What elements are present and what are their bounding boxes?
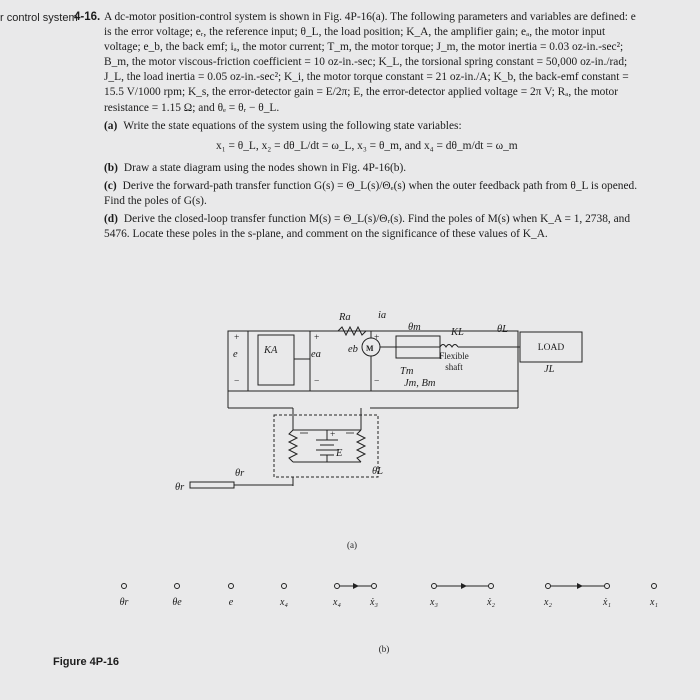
label-flexible: Flexible <box>439 351 469 361</box>
part-a-label: (a) <box>104 119 118 132</box>
label-jl: JL <box>544 364 555 375</box>
node-x3-dot: ẋ₃ <box>370 597 378 608</box>
part-d-text: Derive the closed-loop transfer function M(s) = Θ_L(s)/Θᵣ(s). Find the poles of M(s) when K_A = 1, 2738, and 5476. Locate these poles in the s-plane, and comment on the significance of these values of K_A. <box>104 213 631 241</box>
label-theta-l-pot: θL <box>372 466 383 477</box>
part-c <box>104 179 642 209</box>
problem-number: 4-16. <box>74 11 101 23</box>
part-b-label: (b) <box>104 161 118 174</box>
part-c-label: (c) <box>104 179 117 192</box>
node-x1: x₁ <box>650 597 658 608</box>
problem-text <box>104 10 642 242</box>
label-shaft: shaft <box>445 362 463 372</box>
label-jm-bm: Jm, Bm <box>404 378 436 389</box>
label-battery-e: E <box>336 448 343 459</box>
label-theta-r-left: θr <box>175 482 185 493</box>
part-d <box>104 212 642 242</box>
label-minus-2: − <box>314 377 320 387</box>
caption-a: (a) <box>347 540 357 550</box>
node-x4: x₄ <box>333 597 341 608</box>
label-ea: ea <box>311 349 321 360</box>
figure-label: Figure 4P-16 <box>53 656 120 668</box>
label-ka: KA <box>264 345 278 356</box>
label-tm: Tm <box>400 366 414 377</box>
label-kl: KL <box>451 327 464 338</box>
error-detector <box>274 415 378 477</box>
label-e: e <box>233 349 238 360</box>
part-c-text: Derive the forward-path transfer function G(s) = Θ_L(s)/Θₑ(s) when the outer feedback path from θ_L is opened. Find the poles of G(s). <box>104 179 638 208</box>
label-theta-l-top: θL <box>497 324 508 335</box>
label-eb: eb <box>348 344 358 355</box>
label-theta-r-pot: θr <box>235 468 245 479</box>
problem-intro: A dc-motor position-control system is shown in Fig. 4P-16(a). The following parameters and variables are defined: e is the error voltage; eᵣ, the reference input; θ_L, the load position; K_A, the amplifier gain; eₐ, the motor input voltage; e_b, the back emf; iₐ, the motor current; T_m, the motor torque; J_m, the motor inertia = 0.03 oz-in.-sec²; B_m, the motor viscous-friction coefficient = 10 oz-in.-sec; K_L, the torsional spring constant = 50,000 oz-in./rad; J_L, the load inertia = 0.05 oz-in.-sec²; K_i, the motor torque constant = 21 oz-in./A; K_b, the back-emf constant = 15.5 V/1000 rpm; K_s, the error-detector gain = E/2π; E, the error-detector applied voltage = 2π V; Rₐ, the motor resistance = 1.15 Ω; and θₑ = θᵣ − θ_L. <box>104 11 636 114</box>
part-d-label: (d) <box>104 213 118 226</box>
part-a-text: Write the state equations of the system using the following state variables: <box>123 119 462 132</box>
node-x2: x₂ <box>544 597 552 608</box>
running-header: r control system <box>0 12 78 24</box>
label-theta-m: θm <box>408 322 421 333</box>
node-theta-r: θr <box>119 597 129 608</box>
state-variables-equation: x₁ = θ_L, x₂ = dθ_L/dt = ω_L, x₃ = θ_m, and x₄ = dθ_m/dt = ω_m <box>216 139 518 152</box>
state-diagram-nodes <box>120 583 658 654</box>
part-a <box>104 119 642 134</box>
label-minus-1: − <box>234 377 240 387</box>
node-x2-dot: ẋ₂ <box>487 597 495 608</box>
ref-potentiometer <box>289 430 297 462</box>
system-box <box>228 331 518 391</box>
caption-b: (b) <box>378 644 390 654</box>
node-x4-dot: x₄ <box>280 597 288 608</box>
label-plus-2: + <box>314 333 320 343</box>
part-b <box>104 161 642 176</box>
label-ia: ia <box>378 310 387 321</box>
label-load: LOAD <box>537 343 565 353</box>
amplifier-box <box>258 335 294 385</box>
label-motor-m: M <box>366 344 374 353</box>
node-x3: x₃ <box>430 597 438 608</box>
node-x1-dot: ẋ₁ <box>603 597 611 608</box>
flexible-shaft-spring <box>440 345 458 348</box>
node-theta-e: θe <box>172 597 182 608</box>
load-potentiometer <box>357 430 365 462</box>
reference-knob <box>190 482 234 488</box>
label-plus-battery: + <box>330 430 336 440</box>
label-plus-1: + <box>234 333 240 343</box>
node-e: e <box>228 597 234 608</box>
label-minus-3: − <box>374 377 380 387</box>
label-ra: Ra <box>339 312 351 323</box>
figure-4p-16 <box>0 296 700 700</box>
label-plus-3: + <box>374 333 380 343</box>
part-b-text: Draw a state diagram using the nodes shown in Fig. 4P-16(b). <box>123 161 407 174</box>
